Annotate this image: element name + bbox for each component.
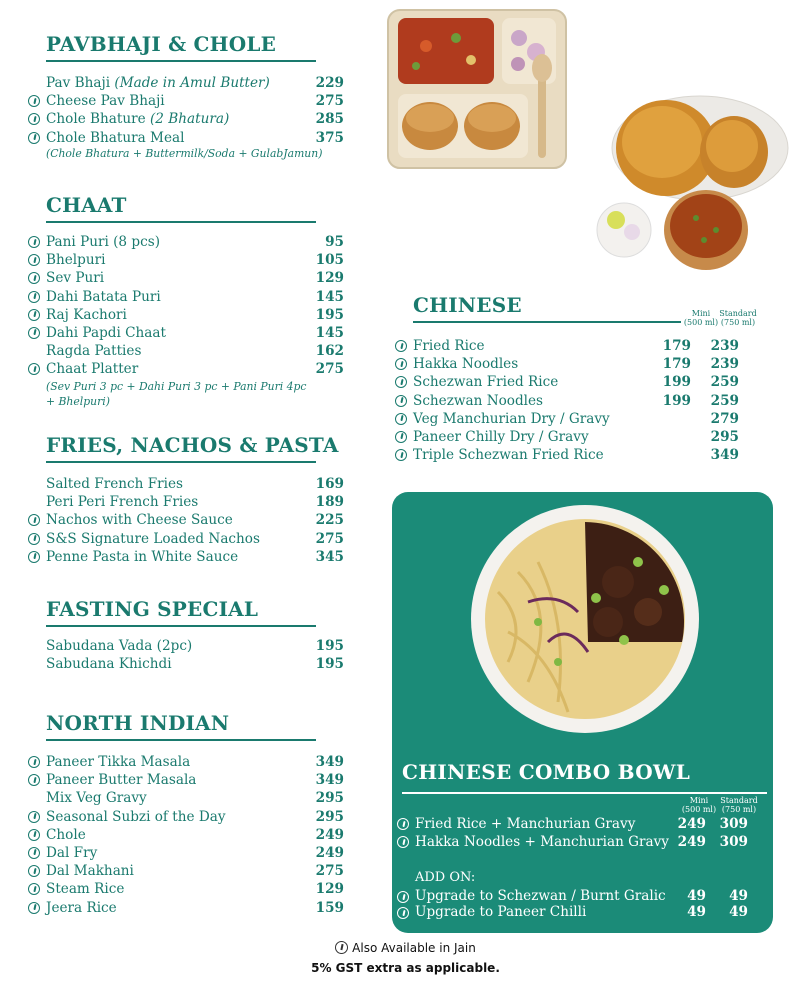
item-price-mini: 49 — [687, 904, 706, 920]
platter-note: (Sev Puri 3 pc + Dahi Puri 3 pc + Pani Puri 4pc + Bhelpuri) — [46, 379, 307, 408]
jain-icon — [397, 818, 409, 830]
item-name-text: Chole Bhatura Meal — [46, 129, 185, 146]
menu-list — [413, 337, 753, 464]
jain-icon — [28, 291, 40, 303]
jain-icon — [397, 907, 409, 919]
item-price: 169 — [315, 476, 344, 492]
item-price: 189 — [315, 494, 344, 511]
item-name-text: Paneer Tikka Masala — [46, 754, 191, 770]
item-name — [46, 862, 134, 880]
menu-item — [413, 392, 753, 410]
jain-icon — [395, 340, 407, 352]
item-price: 345 — [315, 548, 344, 565]
item-price: 195 — [315, 656, 344, 673]
menu-item — [413, 410, 753, 428]
menu-item — [46, 530, 344, 548]
item-name-text: Pani Puri (8 pcs) — [46, 234, 161, 250]
item-price-mini: 179 — [662, 338, 691, 354]
jain-icon — [395, 395, 407, 407]
section-pavbhaji — [46, 32, 344, 161]
jain-icon — [28, 95, 40, 107]
item-name-text: Dal Makhani — [46, 863, 134, 880]
item-name-text: Peri Peri French Fries — [46, 494, 199, 511]
column-header-size: (500 ml) — [681, 805, 717, 814]
item-price-standard: 279 — [710, 410, 739, 427]
item-name — [46, 771, 196, 789]
item-name: Upgrade to Paneer Chilli — [415, 904, 587, 920]
menu-item — [46, 129, 344, 147]
combo-bowl-image — [468, 502, 702, 736]
item-price: 195 — [315, 638, 344, 654]
item-price: 285 — [315, 111, 344, 128]
item-name-text: Mix Veg Gravy — [46, 790, 147, 807]
item-name — [46, 844, 97, 862]
item-name-text: Chole Bhature — [46, 111, 146, 128]
item-name-text: Steam Rice — [46, 881, 125, 898]
jain-icon — [28, 865, 40, 877]
combo-title: CHINESE COMBO BOWL — [402, 760, 691, 784]
jain-icon — [28, 883, 40, 895]
item-name-text: S&S Signature Loaded Nachos — [46, 530, 260, 547]
item-price: 105 — [315, 252, 344, 269]
jain-icon — [397, 836, 409, 848]
jain-icon — [395, 358, 407, 370]
item-price: 145 — [315, 324, 344, 341]
column-header-label: Standard — [719, 309, 757, 318]
menu-item — [46, 753, 344, 771]
menu-item — [413, 337, 753, 355]
meal-note: (Chole Bhatura + Buttermilk/Soda + GulabJamun) — [46, 146, 323, 160]
jain-icon — [28, 829, 40, 841]
addon-title: ADD ON: — [415, 870, 476, 885]
item-price: 195 — [315, 306, 344, 323]
jain-icon — [28, 309, 40, 321]
item-name-text: Penne Pasta in White Sauce — [46, 548, 239, 565]
menu-item — [46, 826, 344, 844]
item-price: 295 — [315, 808, 344, 825]
item-name: Hakka Noodles — [413, 356, 519, 373]
item-price-mini: 199 — [662, 374, 691, 391]
combo-divider — [402, 792, 767, 794]
item-name — [46, 899, 117, 917]
item-name — [46, 324, 166, 342]
item-name-note: (Made in Amul Butter) — [114, 75, 270, 91]
item-price-standard: 309 — [719, 834, 748, 850]
column-header-size: (500 ml) — [683, 318, 719, 327]
menu-item — [46, 493, 344, 511]
column-header-size: (750 ml) — [720, 318, 756, 327]
item-name — [46, 110, 229, 128]
column-header-standard — [718, 796, 760, 814]
section-title: CHINESE — [413, 293, 522, 317]
item-name — [46, 530, 260, 548]
menu-item — [46, 548, 344, 566]
column-header-label: Standard — [720, 796, 758, 805]
item-name-text: Pav Bhaji — [46, 75, 111, 91]
menu-list — [46, 475, 344, 566]
item-price: 229 — [315, 75, 344, 91]
jain-icon — [28, 327, 40, 339]
item-price: 129 — [315, 270, 344, 287]
section-title: FASTING SPECIAL — [46, 597, 259, 621]
item-price-mini: 49 — [687, 888, 706, 904]
item-name — [46, 251, 105, 269]
item-price-standard: 49 — [729, 888, 748, 904]
item-price: 275 — [315, 361, 344, 378]
item-price-mini: 179 — [662, 356, 691, 373]
jain-icon — [28, 811, 40, 823]
menu-item — [46, 74, 344, 92]
item-name — [46, 655, 172, 673]
menu-item — [415, 833, 767, 851]
item-name: Upgrade to Schezwan / Burnt Gralic — [415, 888, 666, 904]
item-name-text: Sabudana Khichdi — [46, 656, 172, 673]
item-name-text: Salted French Fries — [46, 476, 184, 492]
menu-item — [413, 428, 753, 446]
jain-icon — [28, 514, 40, 526]
item-name — [46, 511, 233, 529]
item-price-standard: 309 — [719, 816, 748, 832]
menu-list — [46, 233, 344, 379]
menu-item — [413, 446, 753, 464]
section-fasting — [46, 597, 344, 673]
menu-item — [413, 355, 753, 373]
item-name: Hakka Noodles + Manchurian Gravy — [415, 834, 669, 850]
menu-item — [46, 342, 344, 360]
menu-item — [46, 655, 344, 673]
item-name — [46, 233, 160, 251]
jain-icon — [28, 363, 40, 375]
section-divider — [46, 60, 316, 62]
menu-item — [46, 269, 344, 287]
jain-icon — [395, 413, 407, 425]
jain-icon — [28, 551, 40, 563]
section-chaat — [46, 193, 344, 409]
item-name: Fried Rice + Manchurian Gravy — [415, 816, 636, 832]
item-name-text: Dahi Batata Puri — [46, 288, 161, 305]
item-price-mini: 199 — [662, 392, 691, 409]
item-price: 225 — [315, 512, 344, 529]
section-divider — [46, 221, 316, 223]
item-name — [46, 753, 190, 771]
item-price: 349 — [315, 754, 344, 770]
item-name — [46, 548, 238, 566]
item-name: Schezwan Fried Rice — [413, 374, 559, 391]
item-name: Triple Schezwan Fried Rice — [413, 447, 604, 464]
jain-icon — [397, 891, 409, 903]
item-name — [46, 288, 161, 306]
section-divider — [413, 321, 681, 323]
item-name — [46, 826, 86, 844]
item-name — [46, 129, 184, 147]
item-name: Fried Rice — [413, 338, 485, 354]
item-price: 275 — [315, 530, 344, 547]
jain-icon — [28, 236, 40, 248]
item-name — [46, 637, 192, 655]
jain-icon — [28, 254, 40, 266]
item-name-text: Dal Fry — [46, 844, 98, 861]
section-north-indian — [46, 711, 344, 917]
item-price: 145 — [315, 288, 344, 305]
item-name-text: Paneer Butter Masala — [46, 772, 197, 789]
item-price-standard: 259 — [710, 374, 739, 391]
menu-item — [46, 306, 344, 324]
item-name-text: Chaat Platter — [46, 361, 139, 378]
item-name — [46, 92, 165, 110]
menu-item — [46, 288, 344, 306]
item-price: 375 — [315, 129, 344, 146]
menu-item — [46, 637, 344, 655]
item-name: Schezwan Noodles — [413, 392, 544, 409]
combo-bowl-card — [392, 492, 773, 933]
item-price-standard: 259 — [710, 392, 739, 409]
item-price: 95 — [325, 234, 344, 250]
item-name — [46, 360, 138, 378]
column-header-standard — [715, 309, 761, 327]
jain-icon — [335, 941, 348, 954]
item-name-text: Ragda Patties — [46, 343, 142, 360]
item-price-standard: 349 — [710, 447, 739, 464]
jain-note-text: Also Available in Jain — [352, 941, 476, 955]
item-name-text: Jeera Rice — [46, 899, 117, 916]
chole-bhature-image — [596, 90, 792, 276]
pav-bhaji-tray-image — [386, 8, 568, 170]
item-name — [46, 269, 104, 287]
jain-icon — [28, 533, 40, 545]
jain-icon — [395, 376, 407, 388]
item-name — [46, 74, 270, 92]
menu-list — [46, 753, 344, 917]
item-name — [46, 880, 124, 898]
menu-item — [46, 862, 344, 880]
jain-icon — [28, 113, 40, 125]
jain-icon — [28, 272, 40, 284]
item-price: 349 — [315, 772, 344, 789]
menu-item — [46, 880, 344, 898]
item-price-mini: 249 — [677, 816, 706, 832]
item-price: 295 — [315, 790, 344, 807]
item-name: Paneer Chilly Dry / Gravy — [413, 428, 589, 445]
jain-icon — [28, 902, 40, 914]
item-price-mini: 249 — [677, 834, 706, 850]
jain-icon — [395, 449, 407, 461]
jain-icon — [28, 847, 40, 859]
combo-list — [415, 815, 767, 851]
column-header-mini — [681, 796, 717, 814]
menu-item — [46, 475, 344, 493]
menu-item — [46, 324, 344, 342]
section-chinese — [413, 293, 757, 464]
jain-icon — [28, 774, 40, 786]
menu-item — [46, 110, 344, 128]
item-price-standard: 239 — [710, 338, 739, 354]
item-price: 275 — [315, 93, 344, 110]
menu-item — [46, 899, 344, 917]
item-name — [46, 475, 183, 493]
section-fries — [46, 433, 344, 566]
item-name — [46, 493, 198, 511]
menu-item — [46, 360, 344, 378]
column-header-label: Mini — [689, 796, 709, 805]
menu-item — [415, 888, 767, 904]
menu-item — [46, 92, 344, 110]
item-name-text: Bhelpuri — [46, 252, 106, 269]
item-price: 129 — [315, 881, 344, 898]
item-name-text: Cheese Pav Bhaji — [46, 93, 165, 110]
item-name — [46, 306, 127, 324]
section-divider — [46, 625, 316, 627]
item-price-standard: 239 — [710, 356, 739, 373]
jain-availability-note — [0, 941, 811, 955]
menu-list — [46, 637, 344, 673]
item-price-standard: 295 — [710, 428, 739, 445]
addon-list — [415, 888, 767, 920]
item-name-note: (2 Bhatura) — [150, 111, 230, 128]
item-price: 275 — [315, 863, 344, 880]
item-name-text: Raj Kachori — [46, 306, 127, 323]
menu-list — [46, 74, 344, 147]
menu-item — [46, 789, 344, 807]
item-price-standard: 49 — [729, 904, 748, 920]
menu-item — [413, 373, 753, 391]
item-name: Veg Manchurian Dry / Gravy — [413, 410, 610, 427]
menu-item — [46, 251, 344, 269]
section-title: NORTH INDIAN — [46, 711, 230, 735]
item-name-text: Chole — [46, 826, 86, 843]
item-price: 162 — [315, 343, 344, 360]
item-name — [46, 342, 141, 360]
jain-icon — [28, 132, 40, 144]
column-header-label: Mini — [691, 309, 711, 318]
item-name-text: Sev Puri — [46, 270, 105, 287]
jain-icon — [28, 756, 40, 768]
item-name — [46, 789, 147, 807]
section-title: CHAAT — [46, 193, 127, 217]
section-divider — [46, 461, 316, 463]
menu-item — [46, 771, 344, 789]
section-title: PAVBHAJI & CHOLE — [46, 32, 277, 56]
menu-item — [46, 844, 344, 862]
gst-note: 5% GST extra as applicable. — [311, 961, 500, 975]
item-name-text: Sabudana Vada (2pc) — [46, 638, 193, 654]
menu-item — [415, 904, 767, 920]
item-name-text: Seasonal Subzi of the Day — [46, 808, 226, 825]
menu-item — [46, 511, 344, 529]
menu-item — [46, 808, 344, 826]
item-name-text: Nachos with Cheese Sauce — [46, 512, 233, 529]
menu-item — [415, 815, 767, 833]
section-divider — [46, 739, 316, 741]
jain-icon — [395, 431, 407, 443]
menu-item — [46, 233, 344, 251]
item-price: 159 — [315, 899, 344, 916]
item-name — [46, 808, 226, 826]
item-price: 249 — [315, 844, 344, 861]
section-title: FRIES, NACHOS & PASTA — [46, 433, 339, 457]
item-name-text: Dahi Papdi Chaat — [46, 324, 166, 341]
column-header-size: (750 ml) — [721, 805, 757, 814]
item-price: 249 — [315, 826, 344, 843]
